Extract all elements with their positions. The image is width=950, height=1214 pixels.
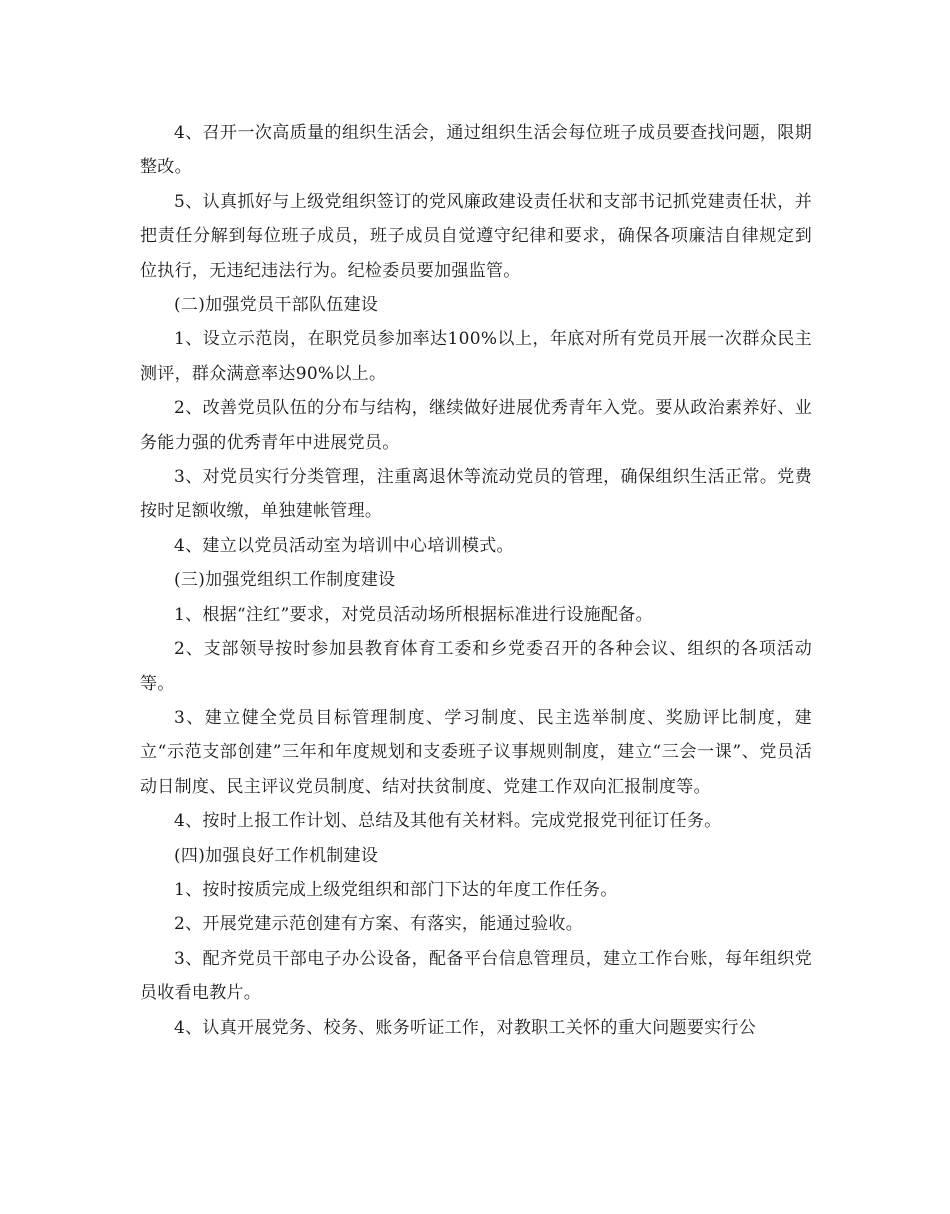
section-heading: (三)加强党组织工作制度建设 — [174, 570, 396, 591]
paragraph: 2、改善党员队伍的分布与结构，继续做好进展优秀青年入党。要从政治素养好、业务能力强的优秀青年中进展党员。 — [140, 398, 812, 453]
paragraph: 2、支部领导按时参加县教育体育工委和乡党委召开的各种会议、组织的各项活动等。 — [140, 639, 812, 694]
paragraph: 3、对党员实行分类管理，注重离退休等流动党员的管理，确保组织生活正常。党费按时足额收缴，单独建帐管理。 — [140, 467, 812, 522]
paragraph: 1、按时按质完成上级党组织和部门下达的年度工作任务。 — [174, 879, 618, 900]
section-heading: (二)加强党员干部队伍建设 — [174, 295, 379, 316]
paragraph: 4、建立以党员活动室为培训中心培训模式。 — [174, 535, 514, 556]
section-heading: (四)加强良好工作机制建设 — [174, 845, 379, 866]
paragraph: 5、认真抓好与上级党组织签订的党风廉政建设责任状和支部书记抓党建责任状，并把责任分解到每位班子成员，班子成员自觉遵守纪律和要求，确保各项廉洁自律规定到位执行，无违纪违法行为。纪检委员要加强监管。 — [140, 191, 812, 281]
paragraph: 3、配齐党员干部电子办公设备，配备平台信息管理员，建立工作台账，每年组织党员收看电教片。 — [140, 948, 812, 1004]
paragraph: 2、开展党建示范创建有方案、有落实，能通过验收。 — [174, 914, 584, 935]
paragraph: 3、建立健全党员目标管理制度、学习制度、民主选举制度、奖励评比制度，建立“示范支部创建”三年和年度规划和支委班子议事规则制度，建立“三会一课”、党员活动日制度、民主评议党员制度、结对扶贫制度、党建工作双向汇报制度等。 — [140, 707, 812, 797]
paragraph: 1、根据“注红”要求，对党员活动场所根据标准进行设施配备。 — [174, 604, 653, 625]
paragraph: 1、设立示范岗，在职党员参加率达100%以上，年底对所有党员开展一次群众民主测评，群众满意率达90%以上。 — [140, 329, 812, 384]
paragraph: 4、按时上报工作计划、总结及其他有关材料。完成党报党刊征订任务。 — [174, 811, 722, 832]
paragraph: 4、召开一次高质量的组织生活会，通过组织生活会每位班子成员要查找问题，限期整改。 — [140, 123, 812, 178]
document-body — [140, 116, 812, 1045]
paragraph: 4、认真开展党务、校务、账务听证工作，对教职工关怀的重大问题要实行公 — [174, 1017, 757, 1038]
